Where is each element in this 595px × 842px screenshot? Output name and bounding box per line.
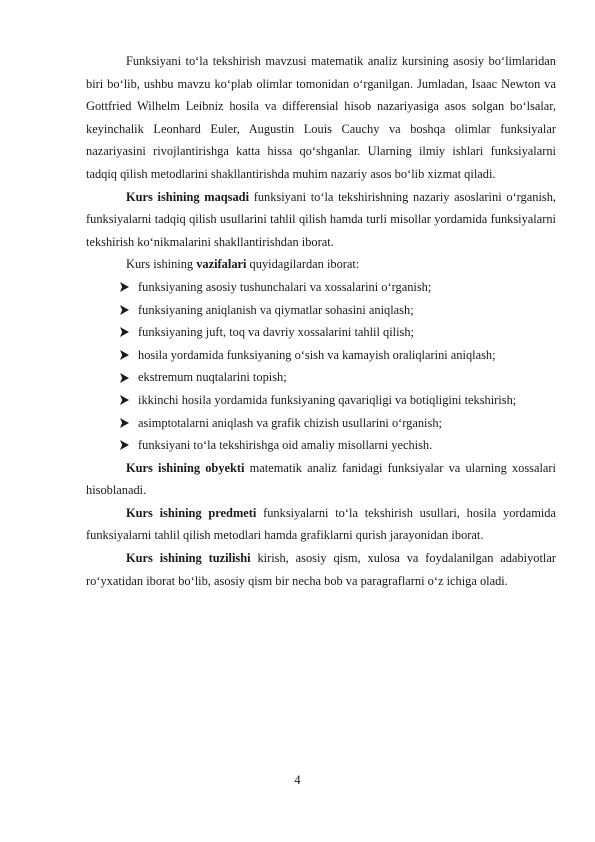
- arrowhead-bullet-icon: [120, 412, 134, 435]
- subject-label: Kurs ishining predmeti: [126, 505, 257, 520]
- tasks-label: vazifalari: [196, 257, 247, 272]
- tasks-intro: [86, 253, 556, 276]
- tasks-list: [86, 276, 556, 457]
- arrowhead-bullet-icon: [120, 344, 134, 367]
- list-item: [86, 366, 556, 389]
- document-body: [86, 50, 556, 592]
- list-item: [86, 434, 556, 457]
- goal-label: Kurs ishining maqsadi: [126, 189, 250, 204]
- list-item: [86, 321, 556, 344]
- list-item: [86, 344, 556, 367]
- object-label: Kurs ishining obyekti: [126, 460, 245, 475]
- structure-paragraph: [86, 547, 556, 592]
- structure-text: kirish, asosiy qism, xulosa va foydalanilgan adabiyotlar ro‘yxatidan iborat bo‘lib, asosiy qism bir necha bob va paragraflarni o‘z ichiga oladi.: [86, 551, 556, 588]
- arrowhead-bullet-icon: [120, 276, 134, 299]
- goal-text: funksiyani to‘la tekshirishning nazariy asoslarini o‘rganish, funksiyalarni tadqiq qilish usullarini tahlil qilish hamda turli misollar yordamida funksiyalarni tekshirish ko‘nikmalarini shakllantirishdan iborat.: [86, 189, 556, 249]
- task-text: hosila yordamida funksiyaning o‘sish va kamayish oraliqlarini aniqlash;: [138, 347, 496, 362]
- arrowhead-bullet-icon: [120, 389, 134, 412]
- task-text: funksiyani to‘la tekshirishga oid amaliy misollarni yechish.: [138, 438, 433, 453]
- structure-label: Kurs ishining tuzilishi: [126, 551, 251, 566]
- subject-text: funksiyalarni to‘la tekshirish usullari, hosila yordamida funksiyalarni tahlil qilish metodlari hamda grafiklarni qurish jarayonidan iborat.: [86, 505, 557, 543]
- task-text: ekstremum nuqtalarini topish;: [138, 370, 287, 385]
- task-text: funksiyaning aniqlanish va qiymatlar sohasini aniqlash;: [138, 302, 414, 317]
- list-item: [86, 276, 556, 299]
- object-paragraph: [86, 457, 556, 502]
- task-text: asimptotalarni aniqlash va grafik chizish usullarini o‘rganish;: [138, 415, 442, 430]
- goal-paragraph: [86, 186, 556, 254]
- tasks-intro-after: quyidagilardan iborat:: [246, 257, 360, 272]
- arrowhead-bullet-icon: [120, 434, 134, 457]
- arrowhead-bullet-icon: [120, 366, 134, 389]
- arrowhead-bullet-icon: [120, 299, 134, 322]
- list-item: [86, 389, 556, 412]
- task-text: ikkinchi hosila yordamida funksiyaning qavariqligi va botiqligini tekshirish;: [138, 392, 517, 407]
- arrowhead-bullet-icon: [120, 321, 134, 344]
- tasks-intro-before: Kurs ishining: [126, 257, 197, 272]
- list-item: [86, 299, 556, 322]
- intro-paragraph: Funksiyani to‘la tekshirish mavzusi matematik analiz kursining asosiy bo‘limlaridan biri bo‘lib, ushbu mavzu ko‘plab olimlar tomonidan o‘rganilgan. Jumladan, Isaac Newton va Gottfried Wilhelm Leibniz hosila va differensial hisob nazariyasiga asos solgan bo‘lsalar, keyinchalik Leonhard Euler, Augustin Louis Cauchy va boshqa olimlar funksiyalar nazariyasini rivojlantirishga katta hissa qo‘shganlar. Ularning ilmiy ishlari funksiyalarni tadqiq qilish metodlarini shakllantirishda muhim nazariy asos bo‘lib xizmat qiladi.: [86, 54, 556, 181]
- task-text: funksiyaning asosiy tushunchalari va xossalarini o‘rganish;: [138, 279, 432, 294]
- list-item: [86, 412, 556, 435]
- task-text: funksiyaning juft, toq va davriy xossalarini tahlil qilish;: [138, 325, 415, 340]
- subject-paragraph: [86, 502, 556, 547]
- page-number: 4: [294, 773, 301, 787]
- object-text: matematik analiz fanidagi funksiyalar va ularning xossalari hisoblanadi.: [86, 460, 556, 498]
